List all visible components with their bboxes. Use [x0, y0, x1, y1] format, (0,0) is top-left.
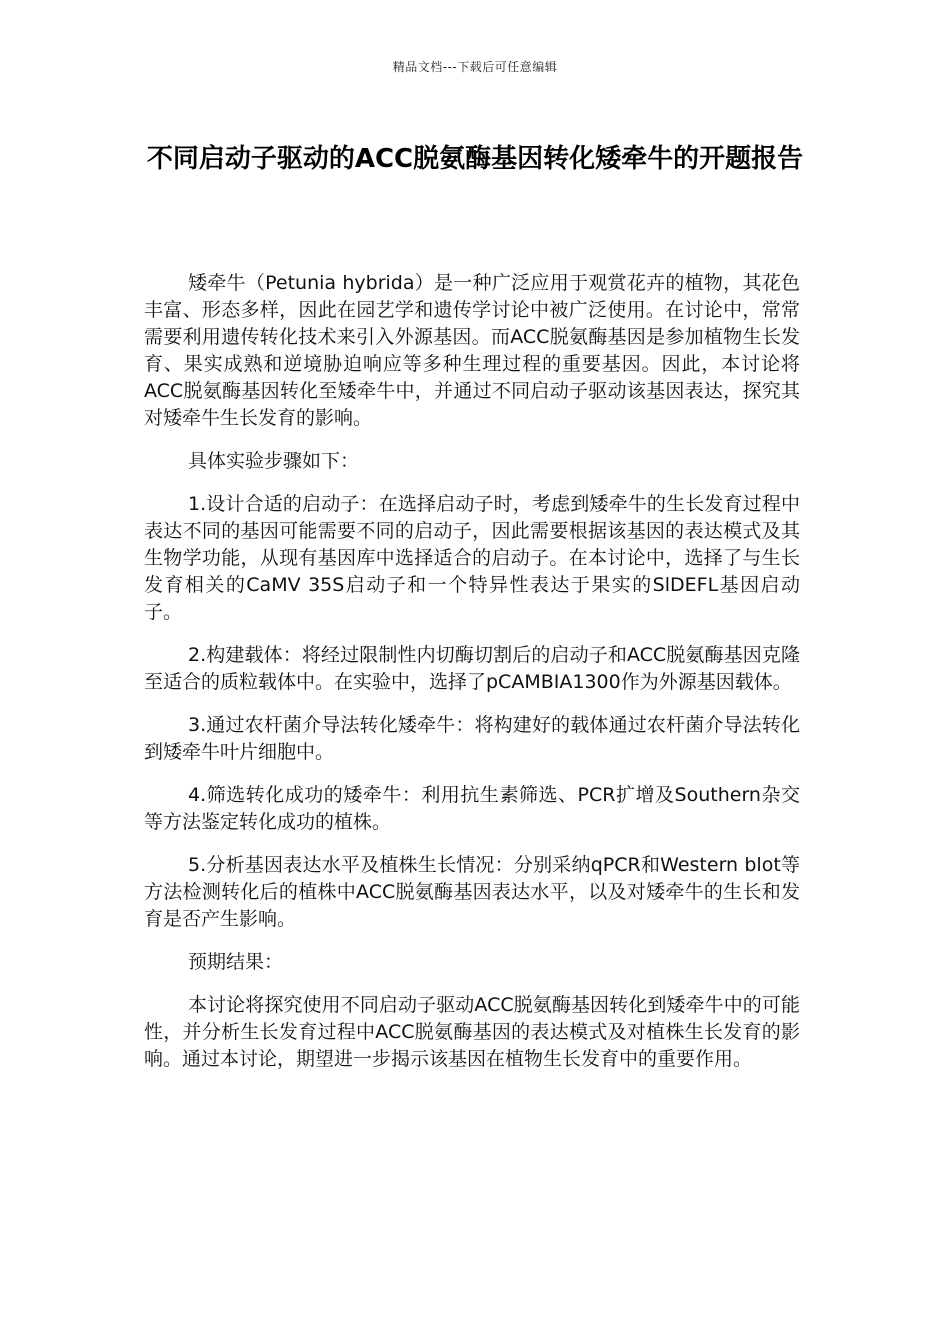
paragraph-steps-heading: 具体实验步骤如下： [188, 450, 360, 472]
paragraph-step-4: 4.筛选转化成功的矮牵牛：利用抗生素筛选、PCR扩增及Southern杂交等方法鉴定转化成功的植株。 [144, 784, 800, 833]
document-body [144, 270, 800, 1089]
paragraph-intro: 矮牵牛（Petunia hybrida）是一种广泛应用于观赏花卉的植物，其花色丰富、形态多样，因此在园艺学和遗传学讨论中被广泛使用。在讨论中，常常需要利用遗传转化技术来引入外源基因。而ACC脱氨酶基因是参加植物生长发育、果实成熟和逆境胁迫响应等多种生理过程的重要基因。因此，本讨论将ACC脱氨酶基因转化至矮牵牛中，并通过不同启动子驱动该基因表达，探究其对矮牵牛生长发育的影响。 [144, 272, 800, 429]
paragraph-expected-results: 本讨论将探究使用不同启动子驱动ACC脱氨酶基因转化到矮牵牛中的可能性，并分析生长发育过程中ACC脱氨酶基因的表达模式及对植株生长发育的影响。通过本讨论，期望进一步揭示该基因在植物生长发育中的重要作用。 [144, 994, 800, 1070]
paragraph-step-2: 2.构建载体：将经过限制性内切酶切割后的启动子和ACC脱氨酶基因克隆至适合的质粒载体中。在实验中，选择了pCAMBIA1300作为外源基因载体。 [144, 644, 800, 693]
paragraph-step-5: 5.分析基因表达水平及植株生长情况：分别采纳qPCR和Western blot等方法检测转化后的植株中ACC脱氨酶基因表达水平，以及对矮牵牛的生长和发育是否产生影响。 [144, 854, 800, 930]
paragraph-expected-heading: 预期结果： [188, 951, 284, 973]
paragraph-step-1: 1.设计合适的启动子：在选择启动子时，考虑到矮牵牛的生长发育过程中表达不同的基因可能需要不同的启动子，因此需要根据该基因的表达模式及其生物学功能，从现有基因库中选择适合的启动子。在本讨论中，选择了与生长发育相关的CaMV 35S启动子和一个特异性表达于果实的SlDEFL基因启动子。 [144, 493, 800, 623]
paragraph-step-3: 3.通过农杆菌介导法转化矮牵牛：将构建好的载体通过农杆菌介导法转化到矮牵牛叶片细胞中。 [144, 714, 800, 763]
document-title: 不同启动子驱动的ACC脱氨酶基因转化矮牵牛的开题报告 [146, 144, 804, 174]
page-header-note: 精品文档---下载后可任意编辑 [392, 60, 558, 74]
